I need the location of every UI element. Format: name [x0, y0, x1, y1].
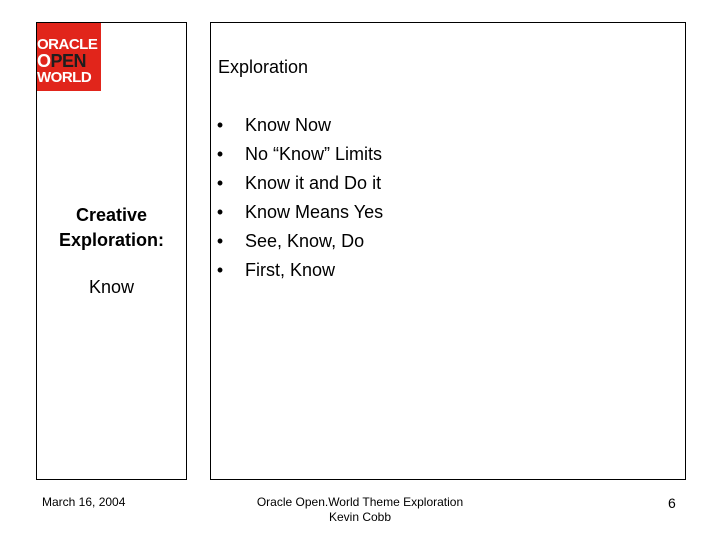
footer-title-line1: Oracle Open.World Theme Exploration [256, 495, 464, 509]
oracle-openworld-logo [37, 23, 101, 91]
logo-open-o: O [37, 51, 51, 71]
bullet-icon: • [216, 231, 224, 251]
section-subtitle: Know [88, 277, 135, 297]
section-title-line1: Creative [75, 205, 148, 225]
bullet-text: Know it and Do it [245, 173, 382, 193]
bullet-icon: • [216, 144, 224, 164]
footer-author: Kevin Cobb [328, 510, 392, 524]
slide-title: Exploration [218, 57, 309, 77]
logo-line-oracle: ORACLE [37, 36, 98, 53]
footer-date: March 16, 2004 [42, 495, 126, 509]
bullet-text: Know Means Yes [245, 202, 384, 222]
bullet-icon: • [216, 115, 224, 135]
section-title [36, 203, 187, 253]
bullet-text: See, Know, Do [245, 231, 365, 251]
section-title-line2: Exploration: [58, 230, 164, 250]
bullet-text: First, Know [245, 260, 336, 280]
footer-title [240, 495, 480, 525]
logo-open-pen: PEN [50, 51, 87, 71]
bullet-icon: • [216, 202, 224, 222]
logo-line-world: WORLD [37, 69, 92, 86]
bullet-text: Know Now [245, 115, 332, 135]
page-number: 6 [668, 495, 676, 511]
bullet-icon: • [216, 173, 224, 193]
bullet-icon: • [216, 260, 224, 280]
bullet-text: No “Know” Limits [245, 144, 383, 164]
